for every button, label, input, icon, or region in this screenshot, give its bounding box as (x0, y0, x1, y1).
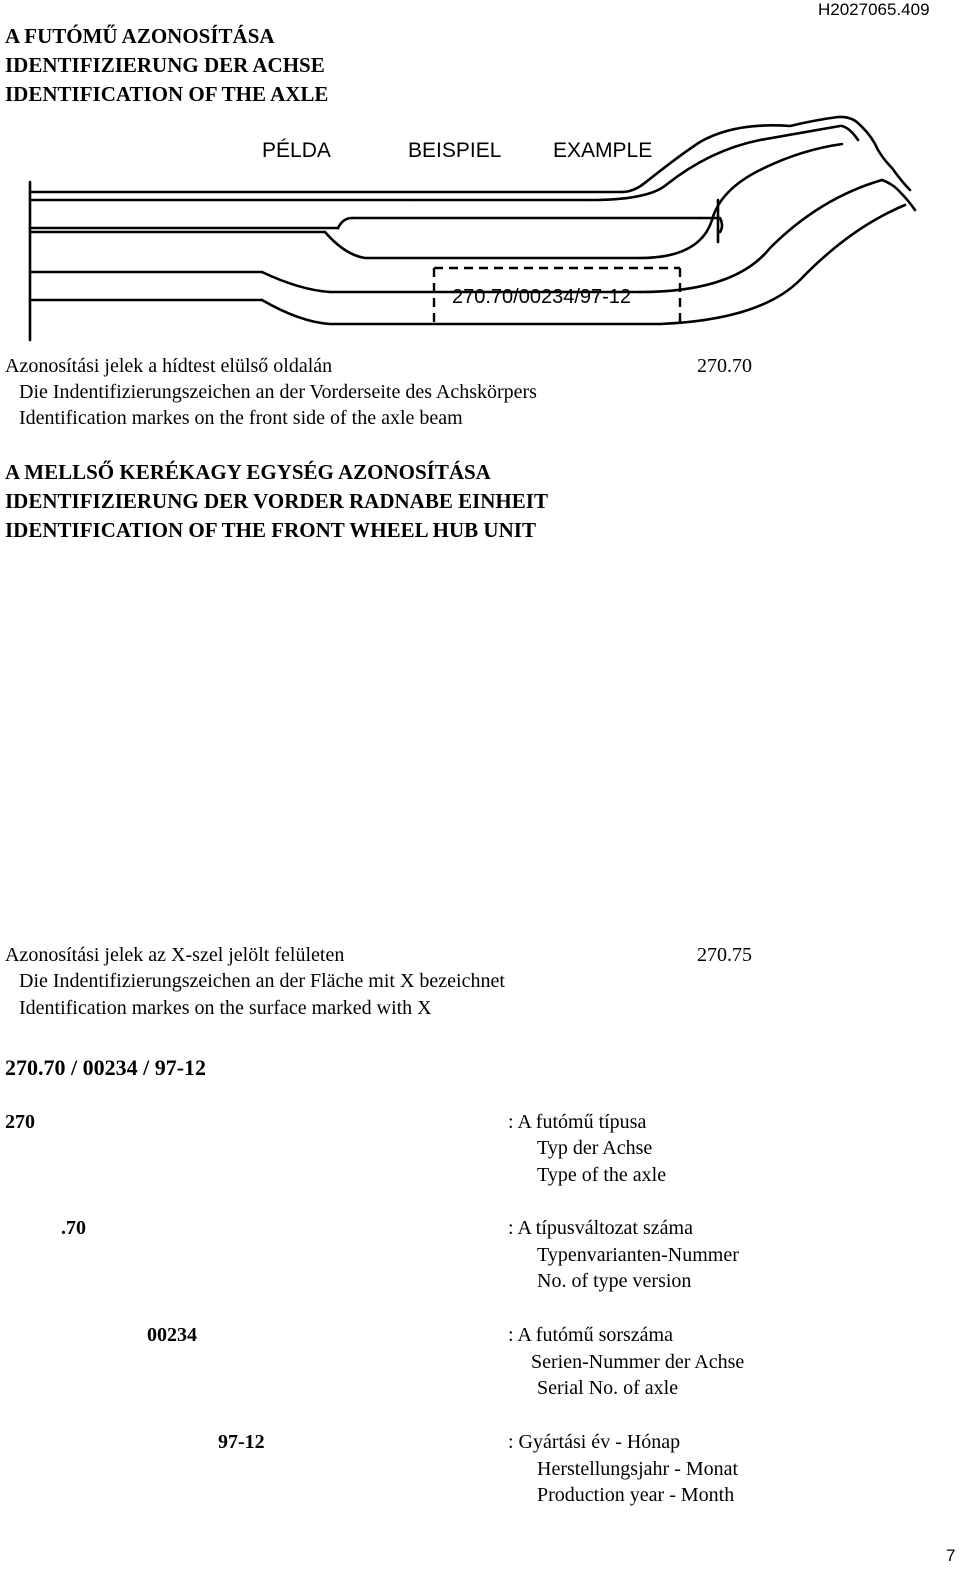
legend-type-hu: : A futómű típusa (508, 1111, 647, 1133)
hub-caption-de: Die Indentifizierungszeichen an der Fläche mit X bezeichnet (19, 970, 505, 992)
legend-serial-de: Serien-Nummer der Achse (531, 1351, 745, 1373)
axle-title-hu: A FUTÓMŰ AZONOSÍTÁSA (5, 24, 275, 48)
legend-date-de: Herstellungsjahr - Monat (537, 1458, 739, 1480)
hub-title (5, 458, 548, 545)
axle-title-en: IDENTIFICATION OF THE AXLE (5, 82, 329, 106)
hub-caption-en: Identification markes on the surface marked with X (19, 997, 432, 1019)
legend-version-en: No. of type version (537, 1270, 692, 1292)
stamp-text: 270.70/00234/97-12 (452, 286, 632, 308)
axle-caption-de: Die Indentifizierungszeichen an der Vorderseite des Achskörpers (19, 381, 537, 403)
legend-version-de: Typenvarianten-Nummer (537, 1244, 739, 1266)
legend-date-hu: : Gyártási év - Hónap (508, 1431, 681, 1453)
legend-code-version: .70 (61, 1217, 86, 1239)
legend-date-en: Production year - Month (537, 1484, 735, 1506)
axle-title-de: IDENTIFIZIERUNG DER ACHSE (5, 53, 325, 77)
hub-title-hu: A MELLSŐ KERÉKAGY EGYSÉG AZONOSÍTÁSA (5, 460, 491, 484)
example-label-hu: PÉLDA (262, 139, 331, 162)
axle-caption-en: Identification markes on the front side of the axle beam (19, 407, 463, 429)
document-id: H2027065.409 (818, 0, 930, 19)
hub-title-de: IDENTIFIZIERUNG DER VORDER RADNABE EINHEIT (5, 489, 548, 513)
page-number: 7 (946, 1546, 956, 1565)
hub-caption-ref: 270.75 (697, 944, 752, 966)
legend-type-en: Type of the axle (537, 1164, 667, 1186)
legend-code-date: 97-12 (218, 1431, 265, 1453)
example-label-en: EXAMPLE (553, 139, 653, 162)
example-label-de: BEISPIEL (408, 139, 502, 162)
identification-code: 270.70 / 00234 / 97-12 (5, 1055, 207, 1080)
axle-caption-ref: 270.70 (697, 355, 752, 377)
legend-code-type: 270 (5, 1111, 35, 1133)
legend-serial-en: Serial No. of axle (537, 1377, 679, 1399)
hub-title-en: IDENTIFICATION OF THE FRONT WHEEL HUB UNIT (5, 518, 536, 542)
legend-version-hu: : A típusváltozat száma (508, 1217, 693, 1239)
hub-caption-hu: Azonosítási jelek az X-szel jelölt felületen (5, 944, 345, 966)
legend-serial-hu: : A futómű sorszáma (508, 1324, 673, 1346)
legend-code-serial: 00234 (147, 1324, 197, 1346)
legend-type-de: Typ der Achse (537, 1137, 653, 1159)
axle-caption-hu: Azonosítási jelek a hídtest elülső oldalán (5, 355, 333, 377)
